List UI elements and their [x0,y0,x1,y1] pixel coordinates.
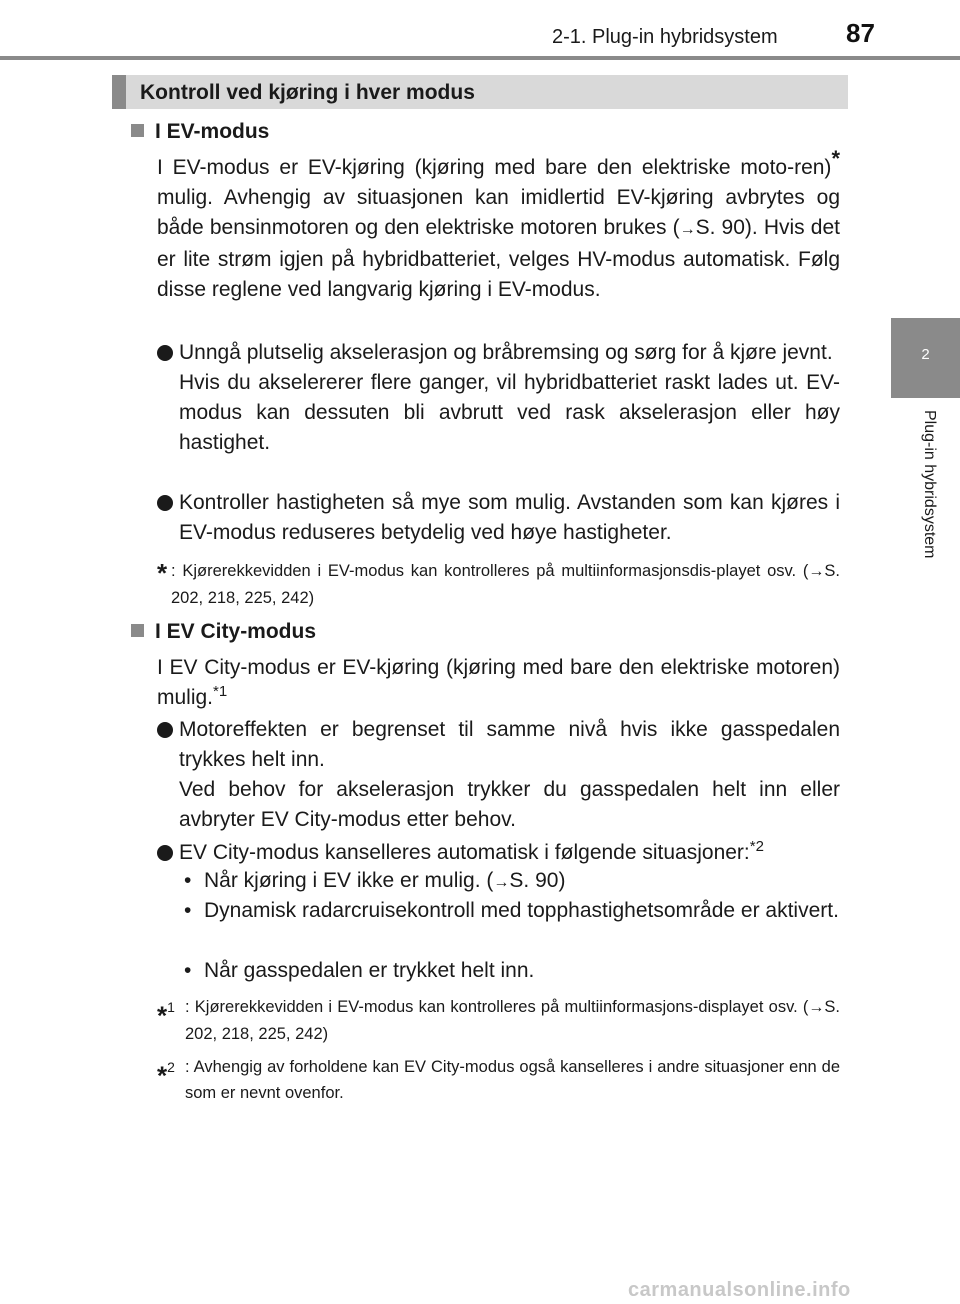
ev-mode-footnote [157,558,840,611]
ev-city-sub-item-1 [184,866,840,898]
ev-mode-note-b: S. 202, 218, 225, 242) [171,562,840,607]
ev-mode-para-b: mulig. Avhengig av situasjonen kan imidlertid EV-kjøring avbrytes og både bensinmotoren og den elektriske motoren brukes ( [157,186,840,239]
ev-mode-bullet-2-text: Kontroller hastigheten så mye som mulig. Avstanden som kan kjøres i EV-modus reduseres betydelig ved høye hastigheter. [179,491,840,544]
ev-mode-paragraph [157,146,840,305]
section-bar [112,75,848,109]
ev-city-note-2-text: : Avhengig av forholdene kan EV City-modus også kanselleres i andre situasjoner enn de som er nevnt ovenfor. [185,1058,840,1102]
sub-bullet-icon: • [184,959,192,982]
ev-city-note-1-b: S. 202, 218, 225, 242) [185,998,840,1043]
ev-city-heading-text: I EV City-modus [155,620,317,643]
bullet-dot-icon [157,345,173,361]
section-title: Kontroll ved kjøring i hver modus [140,81,475,104]
ev-mode-heading [131,120,269,144]
ev-city-bullet-1 [157,715,840,835]
footnote-asterisk: * [157,1000,168,1031]
ev-city-heading [131,620,316,644]
footnote-asterisk: * [157,558,168,588]
ev-mode-bullet-1 [157,338,840,458]
ev-city-para-text: I EV City-modus er EV-kjøring (kjøring med bare den elektriske motoren) mulig. [157,656,840,709]
ev-city-note-1-a: : Kjørerekkevidden i EV-modus kan kontrolleres på multiinformasjons-displayet osv. ( [185,998,809,1016]
ev-mode-bullet-1-line-1: Unngå plutselig akselerasjon og bråbremsing og sørg for å kjøre jevnt. [179,341,833,364]
header-rule [0,56,960,60]
bullet-dot-icon [157,722,173,738]
watermark: carmanualsonline.info [628,1279,851,1301]
chapter-tab-label: Plug-in hybridsystem [921,410,938,559]
ev-city-sub-item-2 [184,896,840,926]
arrow-icon: → [808,999,825,1016]
footnote-ref-2: *2 [749,838,764,855]
sub-bullet-icon: • [184,869,192,892]
arrow-icon: → [808,563,825,580]
square-bullet-icon [131,624,144,637]
footnote-ref-1: *1 [213,683,228,700]
chapter-title: 2-1. Plug-in hybridsystem [552,26,778,48]
ev-city-footnote-1 [157,994,840,1047]
ev-mode-bullet-1-line-2: Hvis du akselererer flere ganger, vil hybridbatteriet raskt lades ut. EV-modus kan dessuten bli avbrutt ved rask akselerasjon eller høy hastighet. [179,371,840,454]
bullet-dot-icon [157,495,173,511]
ev-city-sub-1-a: Når kjøring i EV ikke er mulig. ( [204,869,494,892]
ev-mode-note-a: : Kjørerekkevidden i EV-modus kan kontrolleres på multiinformasjonsdis-playet osv. ( [171,562,809,580]
footnote-asterisk: * [157,1060,168,1091]
ev-city-bullet-1-line-2: Ved behov for akselerasjon trykker du gasspedalen helt inn eller avbryter EV City-modus etter behov. [179,778,840,831]
ev-city-bullet-2 [157,838,840,868]
ev-city-sub-1-b: S. 90) [509,869,566,892]
ev-city-sub-2-text: Dynamisk radarcruisekontroll med topphastighetsområde er aktivert. [204,899,839,922]
ev-city-sub-3-text: Når gasspedalen er trykket helt inn. [204,959,535,982]
footnote-number: 2 [167,1059,175,1075]
ev-city-paragraph [157,653,840,713]
ev-city-bullet-1-line-1: Motoreffekten er begrenset til samme nivå hvis ikke gasspedalen trykkes helt inn. [179,718,840,771]
ev-city-bullet-2-text: EV City-modus kanselleres automatisk i følgende situasjoner: [179,841,750,864]
square-bullet-icon [131,124,144,137]
bullet-dot-icon [157,845,173,861]
chapter-tab [891,318,960,398]
ev-mode-bullet-2 [157,488,840,548]
page-number: 87 [846,18,875,48]
ev-city-footnote-2 [157,1054,840,1106]
ev-mode-heading-text: I EV-modus [155,120,270,143]
footnote-asterisk: * [831,146,840,171]
ev-mode-para-a: I EV-modus er EV-kjøring (kjøring med bare den elektriske moto-ren) [157,156,832,179]
ev-mode-para-c: S. 90). Hvis det er lite strøm igjen på hybridbatteriet, velges HV-modus automatisk. Følg disse reglene ved langvarig kjøring i EV-modus. [157,216,840,301]
arrow-icon: → [679,221,696,238]
sub-bullet-icon: • [184,899,192,922]
footnote-number: 1 [167,999,175,1015]
chapter-tab-number: 2 [921,346,930,363]
ev-city-sub-item-3 [184,956,840,986]
arrow-icon: → [493,874,510,891]
